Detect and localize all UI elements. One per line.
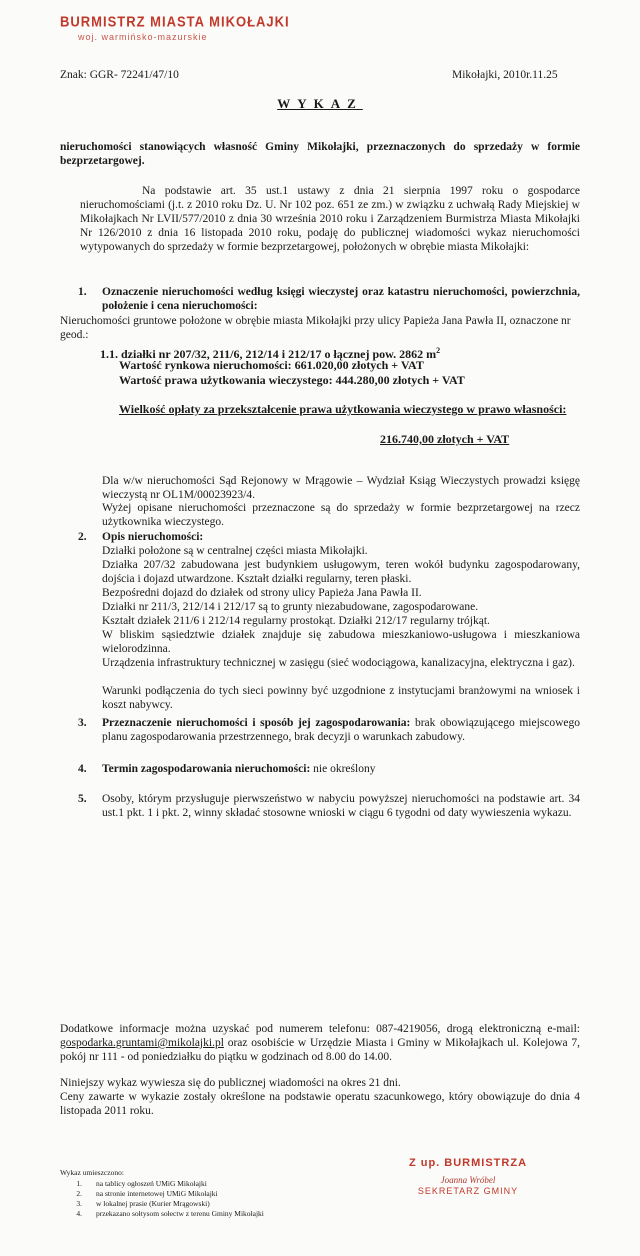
place-date: Mikołajki, 2010r.11.25 — [452, 69, 558, 81]
conversion-fee-label: Wielkość opłaty za przekształcenie prawa użytkowania wieczystego w prawo własności: — [119, 402, 567, 416]
section-2-line: Warunki podłączenia do tych sieci powinny być uzgodnione z instytucjami branżowymi na wniosek i koszt nabywcy. — [102, 685, 580, 711]
section-1-heading: Oznaczenie nieruchomości według księgi wieczystej oraz katastru nieruchomości, powierzchnia, położenie i cena nieruchomości: — [102, 286, 580, 312]
intro-paragraph: Na podstawie art. 35 ust.1 ustawy z dnia 21 sierpnia 1997 roku o gospodarce nieruchomościami (j.t. z 2010 roku Dz. U. Nr 102 poz. 651 ze zm.) w związku z uchwałą Rady Miejskiej w Mikołajkach Nr LVII/577/2010 z dnia 30 września 2010 roku i Zarządzeniem Burmistrza Miasta Mikołajki Nr 126/2010 z dnia 16 listopada 2010 roku, podaję do publicznej wiadomości wykaz nieruchomości wytypowanych do sprzedaży w formie bezprzetargowej, położonych w obrębie miasta Mikołajki: — [80, 185, 580, 253]
section-2-line: Urządzenia infrastruktury technicznej w zasięgu (sieć wodociągowa, kanalizacyjna, elektryczna i gaz). — [102, 657, 575, 669]
intended-buyer-note: Wyżej opisane nieruchomości przeznaczone są do sprzedaży w formie bezprzetargowej na rzecz użytkownika wieczystego. — [102, 502, 580, 528]
stamp-line-1: BURMISTRZ MIASTA MIKOŁAJKI — [60, 12, 290, 31]
section-2-number: 2. — [78, 531, 87, 543]
reference-number: Znak: GGR- 72241/47/10 — [60, 69, 179, 81]
plots-superscript: 2 — [436, 346, 441, 355]
section-3-text: brak obowiązującego miejscowego planu zagospodarowania przestrzennego, brak decyzji o warunkach zabudowy. — [102, 717, 581, 743]
list-item: 3. w lokalnej prasie (Kurier Mrągowski) — [76, 1199, 210, 1208]
price-validity: Ceny zawarte w wykazie zostały określone na podstawie operatu szacunkowego, który obowiązuje do dnia 4 listopada 2011 roku. — [60, 1091, 580, 1117]
section-1-number: 1. — [78, 286, 87, 298]
section-3-heading: Przeznaczenie nieruchomości i sposób jej zagospodarowania: — [102, 717, 411, 729]
market-value: Wartość rynkowa nieruchomości: 661.020,00 złotych + VAT — [119, 358, 424, 372]
posting-period: Niniejszy wykaz wywiesza się do publicznej wiadomości na okres 21 dni. — [60, 1077, 401, 1089]
subtitle: nieruchomości stanowiących własność Gminy Mikołajki, przeznaczonych do sprzedaży w formie bezprzetargowej. — [60, 141, 580, 167]
placement-title: Wykaz umieszczono: — [60, 1168, 124, 1177]
land-register-note: Dla w/w nieruchomości Sąd Rejonowy w Mrągowie – Wydział Ksiąg Wieczystych prowadzi księgę wieczystą nr OL1M/00023923/4. — [102, 475, 580, 501]
section-4-text: nie określony — [313, 763, 376, 775]
contact-text-after: oraz osobiście w Urzędzie Miasta i Gminy w Mikołajkach ul. Kolejowa 7, pokój nr 111 - od poniedziałku do piątku w godzinach od 8.00 do 14.00. — [60, 1037, 580, 1063]
stamp-line-2: woj. warmińsko-mazurskie — [78, 32, 208, 42]
section-2-line: Działka 207/32 zabudowana jest budynkiem usługowym, teren wokół budynku zagospodarowany, dojścia i dojazd utwardzone. Kształt działki regularny, teren płaski. — [102, 559, 580, 585]
section-3-number: 3. — [78, 717, 87, 729]
section-2-heading: Opis nieruchomości: — [102, 531, 204, 543]
section-2-line: Działki nr 211/3, 212/14 i 212/17 są to grunty niezabudowane, zagospodarowane. — [102, 601, 479, 613]
section-4-heading: Termin zagospodarowania nieruchomości: — [102, 763, 311, 775]
plots-text: 1.1. działki nr 207/32, 211/6, 212/14 i 212/17 o łącznej pow. 2862 m — [100, 347, 437, 361]
signature-stamp — [398, 1157, 538, 1196]
contact-text-before: Dodatkowe informacje można uzyskać pod numerem telefonu: 087-4219056, drogą elektroniczną e-mail: — [60, 1023, 580, 1035]
section-2-line: Działki położone są w centralnej części miasta Mikołajki. — [102, 545, 368, 557]
page-title: WYKAZ — [277, 96, 363, 111]
section-4-paragraph — [102, 762, 580, 776]
section-2-line: W bliskim sąsiedztwie działek znajduje się zabudowa mieszkaniowo-usługowa i mieszkaniowa wielorodzinna. — [102, 629, 580, 655]
section-5-number: 5. — [78, 793, 87, 805]
section-1-description: Nieruchomości gruntowe położone w obrębie miasta Mikołajki przy ulicy Papieża Jana Pawła II, oznaczone nr geod.: — [60, 315, 571, 341]
signature-name: Joanna Wróbel — [440, 1175, 496, 1185]
section-5-text: Osoby, którym przysługuje pierwszeństwo w nabyciu powyższej nieruchomości na podstawie art. 34 ust.1 pkt. 1 i pkt. 2, winny składać stosowne wnioski w ciągu 6 tygodni od daty wywieszenia wykazu. — [102, 793, 580, 819]
list-item: 4. przekazano sołtysom sołectw z terenu Gminy Mikołajki — [76, 1209, 264, 1218]
mayor-stamp — [60, 14, 290, 42]
section-4-number: 4. — [78, 763, 87, 775]
contact-paragraph — [60, 1022, 580, 1064]
section-2-line: Kształt działek 211/6 i 212/14 regularny prostokąt. Działki 212/17 regularny trójkąt. — [102, 615, 490, 627]
section-3-paragraph — [102, 716, 580, 744]
list-item: 2. na stronie internetowej UMiG Mikołajki — [76, 1189, 218, 1198]
conversion-fee-value: 216.740,00 złotych + VAT — [380, 432, 510, 446]
signature-line-3: SEKRETARZ GMINY — [417, 1186, 519, 1196]
placement-list — [60, 1168, 264, 1219]
list-item: 1. na tablicy ogłoszeń UMiG Mikołajki — [76, 1179, 207, 1188]
usufruct-value: Wartość prawa użytkowania wieczystego: 444.280,00 złotych + VAT — [119, 373, 465, 387]
signature-line-1: Z up. BURMISTRZA — [408, 1157, 528, 1169]
section-2-line: Bezpośredni dojazd do działek od strony ulicy Papieża Jana Pawła II. — [102, 587, 422, 599]
contact-email-link[interactable]: gospodarka.gruntami@mikolajki.pl — [60, 1037, 224, 1049]
